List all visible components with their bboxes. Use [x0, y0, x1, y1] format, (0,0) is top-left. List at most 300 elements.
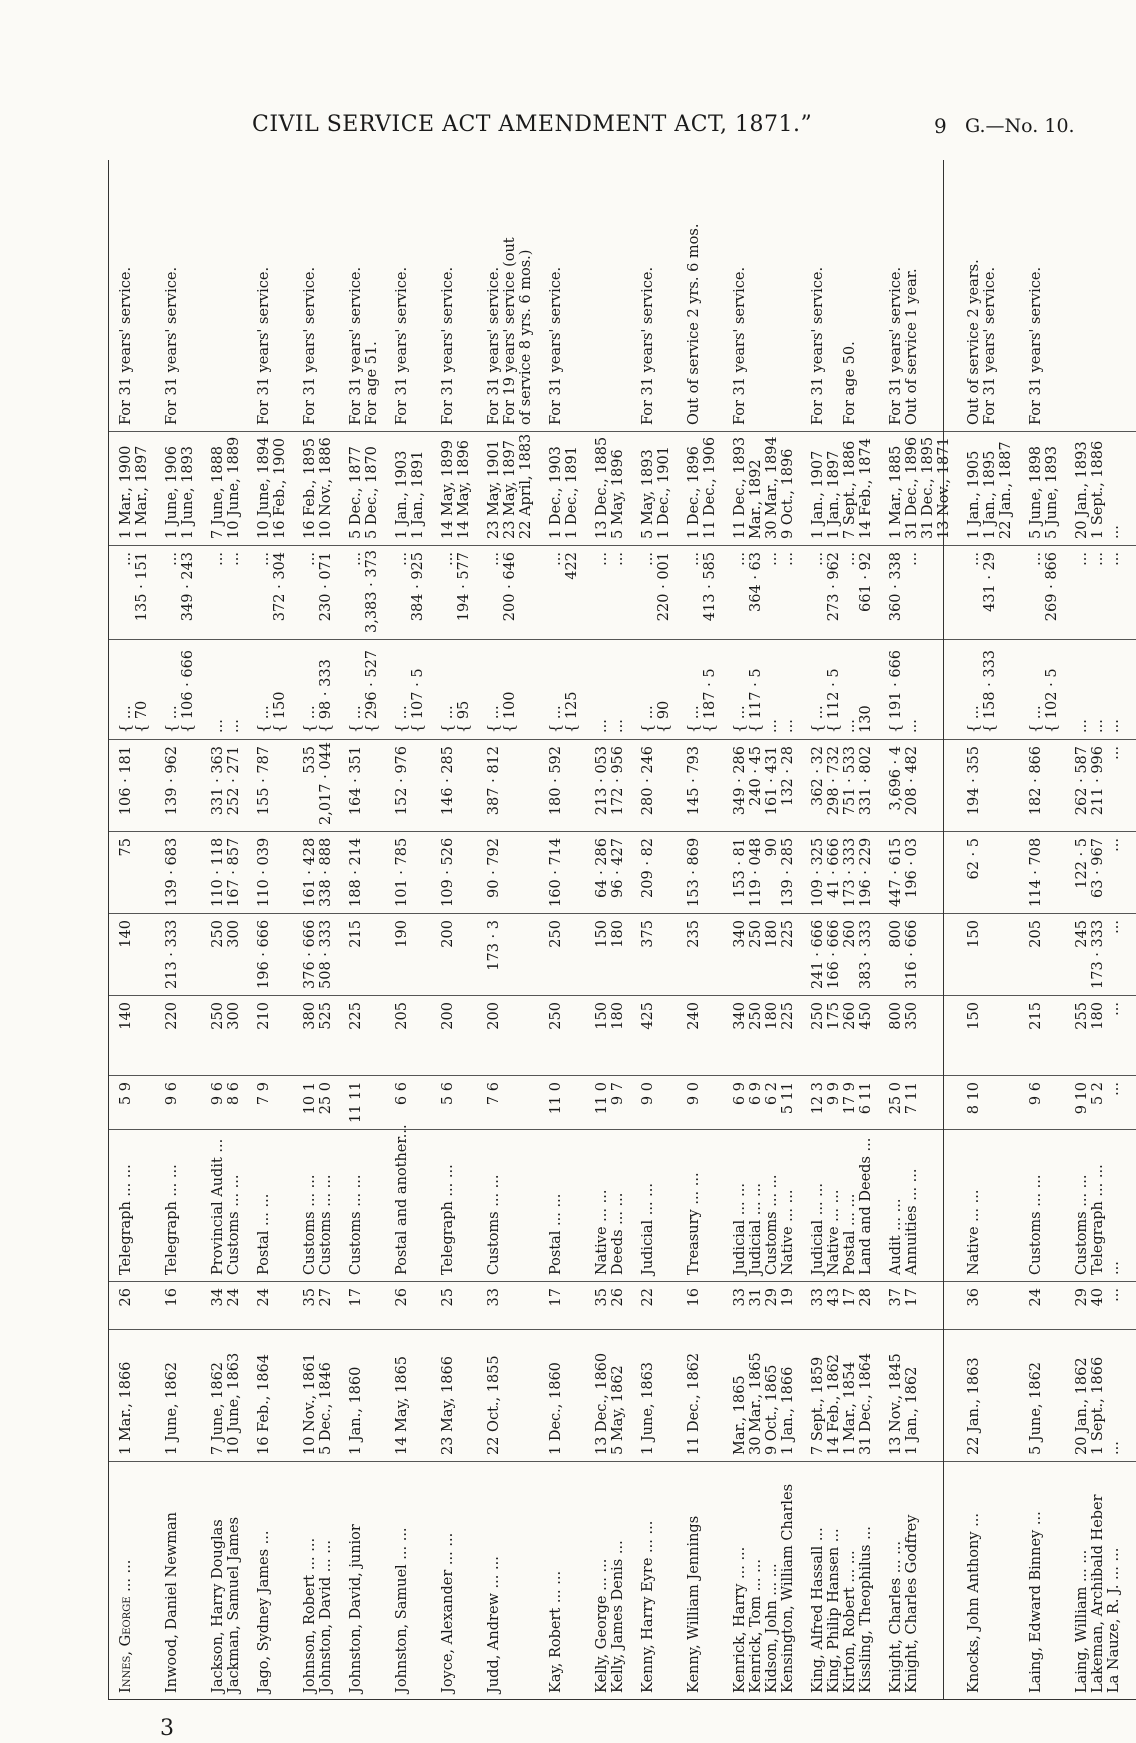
cell-line: ... — [610, 552, 626, 566]
cell-line: 139 · 285 — [780, 837, 796, 907]
cell-appointed — [732, 1330, 810, 1462]
cell-line: 5 2 — [1090, 1082, 1106, 1106]
cell-line: ... — [210, 719, 226, 733]
cell-line: 5 May, 1862 — [610, 1365, 626, 1455]
cell-compensation-a — [732, 832, 810, 914]
cell-line: 280 · 246 — [640, 746, 656, 816]
cell-line: { 98 · 333 — [318, 659, 334, 733]
cell-line: ... — [764, 552, 780, 566]
cell-remarks — [732, 160, 810, 432]
cell-line: 63 · 967 — [1090, 838, 1106, 898]
cell-line: Jackson, Harry Douglas — [210, 1519, 226, 1693]
cell-line: 22 Jan., 1863 — [966, 1357, 982, 1455]
cell-line: Kenrick, Harry ... ... — [732, 1546, 748, 1693]
cell-average-salary — [210, 914, 256, 996]
cell-line: Customs ... ... — [1028, 1174, 1044, 1275]
cell-compensation-d — [348, 546, 394, 640]
cell-line: { ... — [440, 705, 456, 733]
cell-retirement-date — [966, 432, 1028, 546]
cell-line: 17 — [842, 1288, 858, 1307]
cell-line: { ... — [256, 705, 272, 733]
cell-retirement-date — [302, 432, 348, 546]
cell-compensation-a — [810, 832, 888, 914]
cell-service — [210, 1076, 256, 1130]
cell-compensation-b — [732, 740, 810, 832]
cell-line: For 31 years' service. — [348, 266, 364, 425]
cell-appointed — [966, 1330, 1028, 1462]
cell-line: For 31 years' service. — [302, 266, 318, 425]
cell-line: 175 — [826, 1002, 842, 1030]
cell-line: Judicial ... ... — [748, 1183, 764, 1275]
table-row — [686, 160, 732, 1700]
cell-compensation-a — [164, 832, 210, 914]
cell-line: 751 · 533 — [842, 746, 858, 816]
cell-line: Customs ... ... — [318, 1174, 334, 1275]
cell-line: 1 Mar., 1854 — [842, 1361, 858, 1455]
cell-line: 155 · 787 — [256, 746, 272, 816]
cell-line: 375 — [640, 920, 656, 948]
cell-compensation-d — [1028, 546, 1074, 640]
cell-service — [548, 1076, 594, 1130]
cell-line: { ... — [732, 705, 748, 733]
cell-line: ... — [210, 552, 226, 566]
cell-remarks — [108, 160, 164, 432]
cell-line: Knocks, John Anthony ... — [966, 1513, 982, 1693]
cell-salary — [1074, 996, 1136, 1076]
cell-line: 109 · 325 — [810, 837, 826, 907]
cell-line: 9 0 — [640, 1082, 656, 1106]
cell-line: 8 6 — [226, 1082, 242, 1106]
table-row — [732, 160, 810, 1700]
cell-line: ... — [1028, 552, 1044, 566]
cell-retirement-date — [640, 432, 686, 546]
cell-line: 1 June, 1906 — [164, 445, 180, 539]
cell-line: Provincial Audit ... — [210, 1138, 226, 1275]
cell-appointed — [888, 1330, 966, 1462]
cell-line: Telegraph ... ... — [1090, 1164, 1106, 1275]
cell-line: ... — [256, 552, 272, 566]
table-row — [594, 160, 640, 1700]
cell-line: Joyce, Alexander ... ... — [440, 1532, 456, 1693]
cell-line: 22 Jan., 1887 — [998, 441, 1014, 539]
cell-service — [686, 1076, 732, 1130]
cell-retirement-date — [348, 432, 394, 546]
cell-remarks — [394, 160, 440, 432]
cell-department — [888, 1130, 966, 1282]
cell-line: 1 Jan., 1905 — [966, 450, 982, 539]
cell-line: Judd, Andrew ... ... — [486, 1556, 502, 1693]
cell-names — [732, 1462, 810, 1700]
cell-line: 10 June, 1863 — [226, 1352, 242, 1455]
cell-line: Mar., 1892 — [748, 459, 764, 539]
cell-line: ... — [1090, 719, 1106, 733]
cell-line: 5 9 — [118, 1082, 134, 1106]
cell-line: ... — [732, 552, 748, 566]
cell-appointed — [302, 1330, 348, 1462]
cell-compensation-b — [256, 740, 302, 832]
cell-compensation-d — [640, 546, 686, 640]
cell-line: 10 June, 1889 — [226, 436, 242, 539]
cell-appointed — [394, 1330, 440, 1462]
cell-average-salary — [302, 914, 348, 996]
cell-salary — [302, 996, 348, 1076]
cell-age — [548, 1282, 594, 1330]
cell-line: For 31 years' service. — [440, 266, 456, 425]
cell-compensation-c — [686, 640, 732, 740]
cell-line: 1 Sept., 1886 — [1090, 440, 1106, 539]
cell-line: { 102 · 5 — [1044, 668, 1060, 733]
cell-line: of service 8 yrs. 6 mos.) — [518, 249, 534, 425]
cell-age — [440, 1282, 486, 1330]
cell-line: Kenny, William Jennings — [686, 1515, 702, 1693]
cell-average-salary — [256, 914, 302, 996]
cell-retirement-date — [486, 432, 548, 546]
cell-line: Native ... ... — [826, 1189, 842, 1275]
cell-line: { ... — [1028, 705, 1044, 733]
cell-line: 1 Jan., 1897 — [826, 450, 842, 539]
cell-line: Judicial ... ... — [810, 1183, 826, 1275]
cell-line: 1 Mar., 1866 — [118, 1361, 134, 1455]
page-number: 9 — [934, 114, 947, 138]
cell-compensation-d — [594, 546, 640, 640]
cell-line: 205 — [1028, 920, 1044, 948]
cell-compensation-a — [348, 832, 394, 914]
cell-line: 25 — [440, 1288, 456, 1307]
cell-line: 7 11 — [904, 1082, 920, 1115]
cell-service — [732, 1076, 810, 1130]
cell-line: For 31 years' service. — [1028, 266, 1044, 425]
cell-line: 252 · 271 — [226, 746, 242, 816]
cell-line: ... — [226, 719, 242, 733]
cell-line: 14 May, 1899 — [440, 440, 456, 539]
cell-salary — [348, 996, 394, 1076]
cell-line: Kirton, Robert ... ... — [842, 1550, 858, 1693]
cell-line: 119 · 048 — [748, 837, 764, 907]
cell-line: Postal and another... — [394, 1124, 410, 1275]
cell-line: 1 Jan., 1907 — [810, 450, 826, 539]
cell-department — [164, 1130, 210, 1282]
cell-compensation-a — [256, 832, 302, 914]
cell-appointed — [686, 1330, 732, 1462]
cell-line: 11 0 — [594, 1082, 610, 1115]
cell-average-salary — [440, 914, 486, 996]
cell-line: 196 · 229 — [858, 837, 874, 907]
cell-line: 14 May, 1865 — [394, 1356, 410, 1455]
cell-department — [966, 1130, 1028, 1282]
cell-line: 33 — [810, 1288, 826, 1307]
cell-line: { 106 · 666 — [180, 649, 196, 733]
cell-line: 110 · 118 — [210, 837, 226, 907]
cell-line: 34 — [210, 1288, 226, 1307]
cell-compensation-a — [1074, 832, 1136, 914]
cell-line: 13 Dec., 1885 — [594, 436, 610, 539]
cell-compensation-d — [164, 546, 210, 640]
table-row — [640, 160, 686, 1700]
cell-line: 25 0 — [888, 1082, 904, 1115]
cell-line: Native ... ... — [594, 1189, 610, 1275]
cell-line: Kenny, Harry Eyre ... ... — [640, 1520, 656, 1693]
cell-line: 16 — [164, 1288, 180, 1307]
cell-remarks — [594, 160, 640, 432]
cell-line: 425 — [640, 1002, 656, 1030]
cell-compensation-c — [108, 640, 164, 740]
cell-line: { ... — [640, 705, 656, 733]
cell-compensation-a — [548, 832, 594, 914]
cell-compensation-a — [440, 832, 486, 914]
cell-line: 180 — [610, 1002, 626, 1030]
cell-compensation-c — [888, 640, 966, 740]
cell-line: ... — [904, 552, 920, 566]
cell-line: 16 Feb., 1895 — [302, 438, 318, 539]
table-row — [810, 160, 888, 1700]
cell-line: 161 · 428 — [302, 837, 318, 907]
cell-line: 331 · 802 — [858, 746, 874, 816]
cell-line: 225 — [348, 1002, 364, 1030]
cell-line: ... — [1106, 920, 1122, 934]
cell-compensation-c — [1028, 640, 1074, 740]
cell-line: 661 · 92 — [858, 552, 874, 612]
cell-remarks — [256, 160, 302, 432]
cell-line: ... — [1106, 746, 1122, 760]
cell-line: 1 Jan., 1903 — [394, 450, 410, 539]
cell-line: Annuities ... ... — [904, 1168, 920, 1275]
cell-line: 1 Jan., 1862 — [904, 1366, 920, 1455]
cell-department — [1074, 1130, 1136, 1282]
cell-service — [440, 1076, 486, 1130]
cell-line: { ... — [164, 705, 180, 733]
cell-line: 300 — [226, 1002, 242, 1030]
cell-line: Out of service 1 year. — [904, 268, 920, 425]
cell-line: 200 — [440, 1002, 456, 1030]
cell-compensation-b — [348, 740, 394, 832]
cell-compensation-a — [1028, 832, 1074, 914]
cell-line: 145 · 793 — [686, 746, 702, 816]
cell-line: ... — [594, 552, 610, 566]
cell-line: 241 · 666 — [810, 919, 826, 989]
cell-line: 17 — [348, 1288, 364, 1307]
cell-line: 14 Feb., 1874 — [858, 438, 874, 539]
cell-names — [1028, 1462, 1074, 1700]
cell-compensation-c — [348, 640, 394, 740]
cell-names — [164, 1462, 210, 1700]
cell-line: ... — [966, 552, 982, 566]
cell-line: 209 · 82 — [640, 838, 656, 898]
cell-compensation-c — [640, 640, 686, 740]
cell-line: 22 April, 1883 — [518, 433, 534, 539]
cell-line: 180 · 592 — [548, 746, 564, 816]
cell-compensation-b — [594, 740, 640, 832]
cell-names — [686, 1462, 732, 1700]
cell-line: Customs ... ... — [348, 1174, 364, 1275]
cell-line: 1 Dec., 1896 — [686, 446, 702, 539]
cell-age — [640, 1282, 686, 1330]
cell-appointed — [348, 1330, 394, 1462]
cell-line: 31 Dec., 1895 — [920, 436, 936, 539]
cell-line: 173 · 3 — [486, 920, 502, 971]
cell-line: Knight, Charles ... ... — [888, 1540, 904, 1693]
cell-salary — [210, 996, 256, 1076]
cell-compensation-a — [486, 832, 548, 914]
cell-compensation-a — [640, 832, 686, 914]
cell-line: Laing, Edward Binney ... — [1028, 1511, 1044, 1693]
cell-line: 9 Oct., 1865 — [764, 1364, 780, 1455]
cell-line: ... — [764, 719, 780, 733]
cell-line: 17 — [548, 1288, 564, 1307]
cell-compensation-c — [548, 640, 594, 740]
cell-average-salary — [686, 914, 732, 996]
cell-compensation-c — [966, 640, 1028, 740]
cell-line: 33 — [732, 1288, 748, 1307]
cell-line: 24 — [256, 1288, 272, 1307]
cell-line: 1 Jan., 1891 — [410, 450, 426, 539]
cell-department — [732, 1130, 810, 1282]
cell-line: 213 · 333 — [164, 919, 180, 989]
cell-line: 194 · 577 — [456, 552, 472, 622]
cell-line: 14 May, 1896 — [456, 440, 472, 539]
cell-line: 24 — [1028, 1288, 1044, 1307]
cell-line: ... — [440, 552, 456, 566]
cell-remarks — [440, 160, 486, 432]
cell-service — [394, 1076, 440, 1130]
cell-service — [256, 1076, 302, 1130]
cell-line: Telegraph ... ... — [440, 1164, 456, 1275]
cell-line: 350 — [904, 1002, 920, 1030]
cell-line: King, Alfred Hassall ... — [810, 1527, 826, 1693]
cell-line: { ... — [394, 705, 410, 733]
cell-line: 10 June, 1894 — [256, 436, 272, 539]
cell-retirement-date — [108, 432, 164, 546]
cell-compensation-c — [1074, 640, 1136, 740]
cell-line: 90 — [764, 838, 780, 857]
cell-retirement-date — [394, 432, 440, 546]
cell-service — [302, 1076, 348, 1130]
cell-line: Telegraph ... ... — [118, 1164, 134, 1275]
cell-retirement-date — [594, 432, 640, 546]
cell-average-salary — [640, 914, 686, 996]
cell-line: 7 9 — [256, 1082, 272, 1106]
cell-line: 9 Oct., 1896 — [780, 448, 796, 539]
cell-line: 109 · 526 — [440, 837, 456, 907]
cell-compensation-d — [440, 546, 486, 640]
cell-remarks — [164, 160, 210, 432]
cell-line: 13 Nov., 1845 — [888, 1353, 904, 1455]
table-row — [394, 160, 440, 1700]
cell-line: ... — [1106, 1261, 1122, 1275]
cell-line: { 95 — [456, 700, 472, 733]
cell-line: 41 · 666 — [826, 838, 842, 898]
cell-line: 338 · 888 — [318, 837, 334, 907]
cell-line: Johnson, Robert ... ... — [302, 1537, 318, 1693]
cell-compensation-c — [210, 640, 256, 740]
cell-line: 139 · 962 — [164, 746, 180, 816]
cell-line: 26 — [118, 1288, 134, 1307]
cell-compensation-b — [888, 740, 966, 832]
cell-line: 139 · 683 — [164, 837, 180, 907]
ledger-frame — [108, 160, 1122, 1700]
cell-line: 413 · 585 — [702, 552, 718, 622]
cell-line: 331 · 363 — [210, 746, 226, 816]
cell-compensation-d — [888, 546, 966, 640]
cell-line: 90 · 792 — [486, 838, 502, 898]
cell-line: Postal ... ... — [842, 1193, 858, 1275]
cell-line: Inwood, Daniel Newman — [164, 1512, 180, 1693]
cell-compensation-b — [210, 740, 256, 832]
cell-service — [1028, 1076, 1074, 1130]
cell-line: 800 — [888, 920, 904, 948]
cell-line: 447 · 615 — [888, 837, 904, 907]
cell-line: 364 · 63 — [748, 552, 764, 612]
cell-names — [888, 1462, 966, 1700]
cell-average-salary — [594, 914, 640, 996]
cell-names — [440, 1462, 486, 1700]
cell-line: 17 — [904, 1288, 920, 1307]
cell-line — [210, 166, 226, 426]
cell-average-salary — [486, 914, 548, 996]
table-row — [108, 160, 164, 1700]
cell-department — [548, 1130, 594, 1282]
cell-line: ... — [810, 552, 826, 566]
cell-line: For age 50. — [842, 341, 858, 425]
cell-line: 146 · 285 — [440, 746, 456, 816]
cell-age — [348, 1282, 394, 1330]
cell-line: Judicial ... ... — [640, 1183, 656, 1275]
cell-line: ... — [1106, 719, 1122, 733]
cell-remarks — [302, 160, 348, 432]
cell-line: 245 — [1074, 920, 1090, 948]
table-row — [1028, 160, 1074, 1700]
cell-line: 11 Dec., 1862 — [686, 1352, 702, 1455]
cell-compensation-c — [486, 640, 548, 740]
cell-compensation-d — [686, 546, 732, 640]
cell-line: 235 — [686, 920, 702, 948]
cell-names — [108, 1462, 164, 1700]
cell-line: ... — [780, 719, 796, 733]
cell-line: 11 11 — [348, 1081, 364, 1123]
cell-compensation-b — [108, 740, 164, 832]
cell-line: 13 Dec., 1860 — [594, 1352, 610, 1455]
cell-line: 210 — [256, 1002, 272, 1030]
cell-line: 5 June, 1893 — [1044, 445, 1060, 539]
cell-line: 31 Dec., 1864 — [858, 1352, 874, 1455]
cell-line: 6 9 — [748, 1082, 764, 1106]
cell-average-salary — [394, 914, 440, 996]
cell-average-salary — [810, 914, 888, 996]
cell-department — [302, 1130, 348, 1282]
cell-line: 362 · 32 — [810, 746, 826, 806]
cell-line: 5 June, 1862 — [1028, 1361, 1044, 1455]
cell-line: 173 · 333 — [1090, 919, 1106, 989]
cell-line: 360 · 338 — [888, 552, 904, 622]
cell-compensation-b — [164, 740, 210, 832]
cell-line: 9 10 — [1074, 1082, 1090, 1115]
cell-line: { ... — [348, 705, 364, 733]
cell-department — [394, 1124, 440, 1282]
cell-line: 29 — [764, 1288, 780, 1307]
cell-appointed — [164, 1330, 210, 1462]
cell-line: 387 · 812 — [486, 746, 502, 816]
cell-line: For 31 years' service. — [486, 266, 502, 425]
cell-line: 1 Mar., 1900 — [118, 445, 134, 539]
cell-line: 5 11 — [780, 1082, 796, 1115]
ledger-body — [108, 160, 1136, 1700]
cell-average-salary — [888, 914, 966, 996]
cell-compensation-d — [210, 546, 256, 640]
cell-line: 10 Nov., 1886 — [318, 437, 334, 539]
cell-average-salary — [108, 914, 164, 996]
cell-line: 9 0 — [686, 1082, 702, 1106]
ledger-table — [108, 160, 1136, 1701]
cell-line: For 31 years' service. — [640, 266, 656, 425]
